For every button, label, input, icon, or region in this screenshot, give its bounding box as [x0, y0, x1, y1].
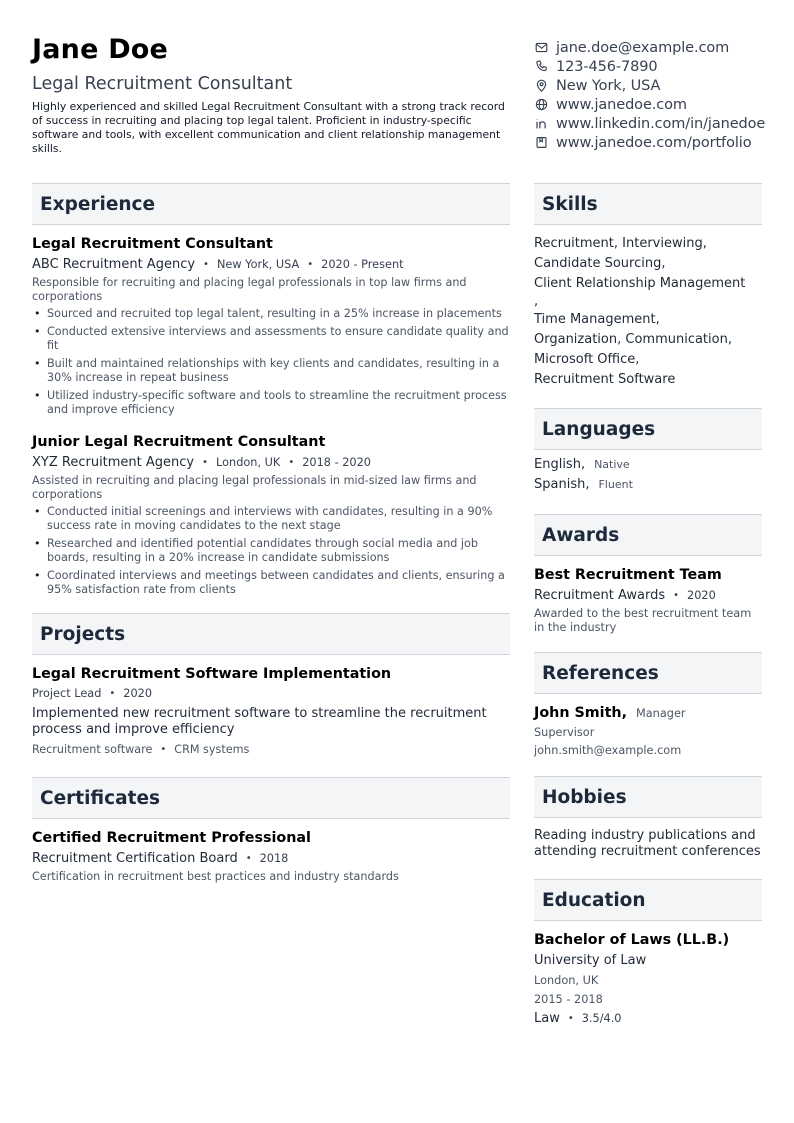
education-dates: 2015 - 2018 [534, 993, 603, 1006]
field-of-study: Law [534, 1011, 560, 1026]
website-link[interactable]: www.janedoe.com [556, 96, 687, 113]
profile-summary: Highly experienced and skilled Legal Recruitment Consultant with a strong track record of success in recruiting and placing top legal talent. Proficient in industry-specific software and tools, with excellent communication and client relationship management skills. [32, 100, 505, 155]
achievement-list [32, 505, 510, 597]
school-name: University of Law [534, 953, 647, 968]
languages-heading: Languages [534, 408, 762, 450]
certificate-year: 2018 [259, 852, 289, 865]
contact-location [534, 76, 794, 95]
reference-name-row [534, 704, 762, 722]
candidate-role: Legal Recruitment Consultant [32, 74, 293, 94]
language-item [534, 477, 762, 497]
company-name: ABC Recruitment Agency [32, 257, 196, 272]
award-description: Awarded to the best recruitment team in the industry [534, 607, 752, 634]
reference-role: Manager [636, 707, 686, 720]
skill-line: Candidate Sourcing, [534, 256, 666, 271]
reference-entry [534, 704, 762, 758]
degree-title: Bachelor of Laws (LL.B.) [534, 932, 730, 948]
reference-name: John Smith, [534, 705, 628, 721]
job-title: Junior Legal Recruitment Consultant [32, 434, 326, 450]
contact-website[interactable] [534, 95, 794, 114]
language-name: English, [534, 457, 586, 472]
job-title: Legal Recruitment Consultant [32, 236, 273, 252]
globe-icon [534, 98, 548, 112]
hobbies-heading: Hobbies [534, 776, 762, 818]
separator-dot: • [567, 1013, 574, 1024]
separator-dot: • [160, 744, 167, 755]
map-pin-icon [534, 79, 548, 93]
email-text[interactable]: jane.doe@example.com [556, 39, 730, 56]
contact-phone[interactable] [534, 57, 794, 76]
certificate-title: Certified Recruitment Professional [32, 830, 311, 846]
bullet-icon: • [34, 505, 41, 518]
bullet-icon: • [34, 569, 41, 582]
project-role: Project Lead [32, 687, 102, 700]
award-meta [534, 588, 762, 604]
skill-line: , [534, 294, 539, 309]
project-meta [32, 686, 510, 702]
bullet-icon: • [34, 389, 41, 402]
phone-text[interactable]: 123-456-7890 [556, 58, 658, 75]
location-text: New York, USA [556, 77, 661, 94]
skill-line: Time Management, [534, 312, 660, 327]
achievement-item: • Built and maintained relationships with key clients and candidates, resulting in a 30% increase in repeat business [34, 357, 500, 384]
bullet-icon: • [34, 307, 41, 320]
separator-dot: • [202, 457, 209, 468]
skill-line: Organization, Communication, [534, 332, 732, 347]
separator-dot: • [245, 853, 252, 864]
candidate-name: Jane Doe [32, 34, 169, 65]
education-field-row [534, 1011, 762, 1027]
certificate-description: Certification in recruitment best practices and industry standards [32, 870, 399, 883]
skill-line: Recruitment, Interviewing, [534, 236, 707, 251]
projects-heading: Projects [32, 613, 510, 655]
gpa: 3.5/4.0 [581, 1012, 622, 1025]
separator-dot: • [288, 457, 295, 468]
job-dates: 2018 - 2020 [302, 456, 371, 469]
job-meta [32, 455, 510, 471]
bullet-icon: • [34, 357, 41, 370]
linkedin-icon [534, 117, 548, 131]
job-dates: 2020 - Present [321, 258, 404, 271]
references-heading: References [534, 652, 762, 694]
linkedin-link[interactable]: www.linkedin.com/in/janedoe [556, 115, 766, 132]
skills-heading: Skills [534, 183, 762, 225]
awards-heading: Awards [534, 514, 762, 556]
project-year: 2020 [123, 687, 153, 700]
award-issuer: Recruitment Awards [534, 588, 666, 603]
achievement-item: • Researched and identified potential candidates through social media and job boards, resulting in a 20% increase in candidate submissions [34, 537, 478, 564]
bookmark-icon [534, 136, 548, 150]
project-tags [32, 743, 510, 757]
contact-portfolio[interactable] [534, 133, 794, 152]
project-entry [32, 665, 510, 757]
job-location: London, UK [216, 456, 281, 469]
experience-entry [32, 433, 510, 597]
certificate-entry [32, 829, 510, 884]
experience-entry [32, 235, 510, 417]
language-name: Spanish, [534, 477, 590, 492]
bullet-icon: • [34, 325, 41, 338]
education-entry [534, 931, 762, 1027]
skill-line: Client Relationship Management [534, 276, 746, 291]
language-level: Native [594, 458, 630, 471]
language-level: Fluent [598, 478, 633, 491]
education-heading: Education [534, 879, 762, 921]
achievement-item: • Utilized industry-specific software and tools to streamline the recruitment process and improve efficiency [34, 389, 507, 416]
mail-icon [534, 41, 548, 55]
award-entry [534, 566, 762, 635]
project-tag: Recruitment software [32, 743, 153, 756]
separator-dot: • [307, 259, 314, 270]
company-name: XYZ Recruitment Agency [32, 455, 195, 470]
skills-list [534, 234, 762, 390]
bullet-icon: • [34, 537, 41, 550]
separator-dot: • [109, 688, 116, 699]
school-location: London, UK [534, 974, 599, 987]
skill-line: Microsoft Office, [534, 352, 640, 367]
hobbies-text: Reading industry publications and attending recruitment conferences [534, 828, 761, 859]
reference-email[interactable]: john.smith@example.com [534, 744, 682, 757]
main-column [32, 183, 510, 884]
award-year: 2020 [687, 589, 716, 602]
contact-linkedin[interactable] [534, 114, 794, 133]
side-column [534, 183, 762, 1027]
project-title: Legal Recruitment Software Implementation [32, 666, 392, 682]
achievement-item: • Conducted extensive interviews and assessments to ensure candidate quality and fit [34, 325, 509, 352]
certificate-meta [32, 851, 510, 867]
phone-icon [534, 60, 548, 74]
reference-title: Supervisor [534, 726, 595, 739]
contact-email[interactable] [534, 38, 794, 57]
resume-header [32, 34, 512, 156]
job-description: Assisted in recruiting and placing legal professionals in mid-sized law firms and corporations [32, 474, 477, 501]
experience-heading: Experience [32, 183, 510, 225]
contact-list [534, 38, 794, 152]
languages-list [534, 457, 762, 497]
achievement-item: • Coordinated interviews and meetings between candidates and clients, ensuring a 95% satisfaction rate from clients [34, 569, 505, 596]
achievement-item: • Sourced and recruited top legal talent, resulting in a 25% increase in placements [34, 307, 502, 320]
project-tag: CRM systems [174, 743, 250, 756]
skill-line: Recruitment Software [534, 372, 676, 387]
certificates-heading: Certificates [32, 777, 510, 819]
certificate-issuer: Recruitment Certification Board [32, 851, 238, 866]
award-title: Best Recruitment Team [534, 567, 722, 583]
separator-dot: • [203, 259, 209, 270]
achievement-list [32, 307, 510, 417]
job-description: Responsible for recruiting and placing legal professionals in top law firms and corporations [32, 276, 467, 303]
job-meta [32, 257, 510, 273]
job-location: New York, USA [216, 258, 300, 271]
portfolio-link[interactable]: www.janedoe.com/portfolio [556, 134, 752, 151]
project-description: Implemented new recruitment software to streamline the recruitment process and improve efficiency [32, 706, 487, 737]
separator-dot: • [673, 590, 680, 601]
language-item [534, 457, 762, 477]
achievement-item: • Conducted initial screenings and interviews with candidates, resulting in a 90% success rate in moving candidates to the next stage [34, 505, 493, 532]
